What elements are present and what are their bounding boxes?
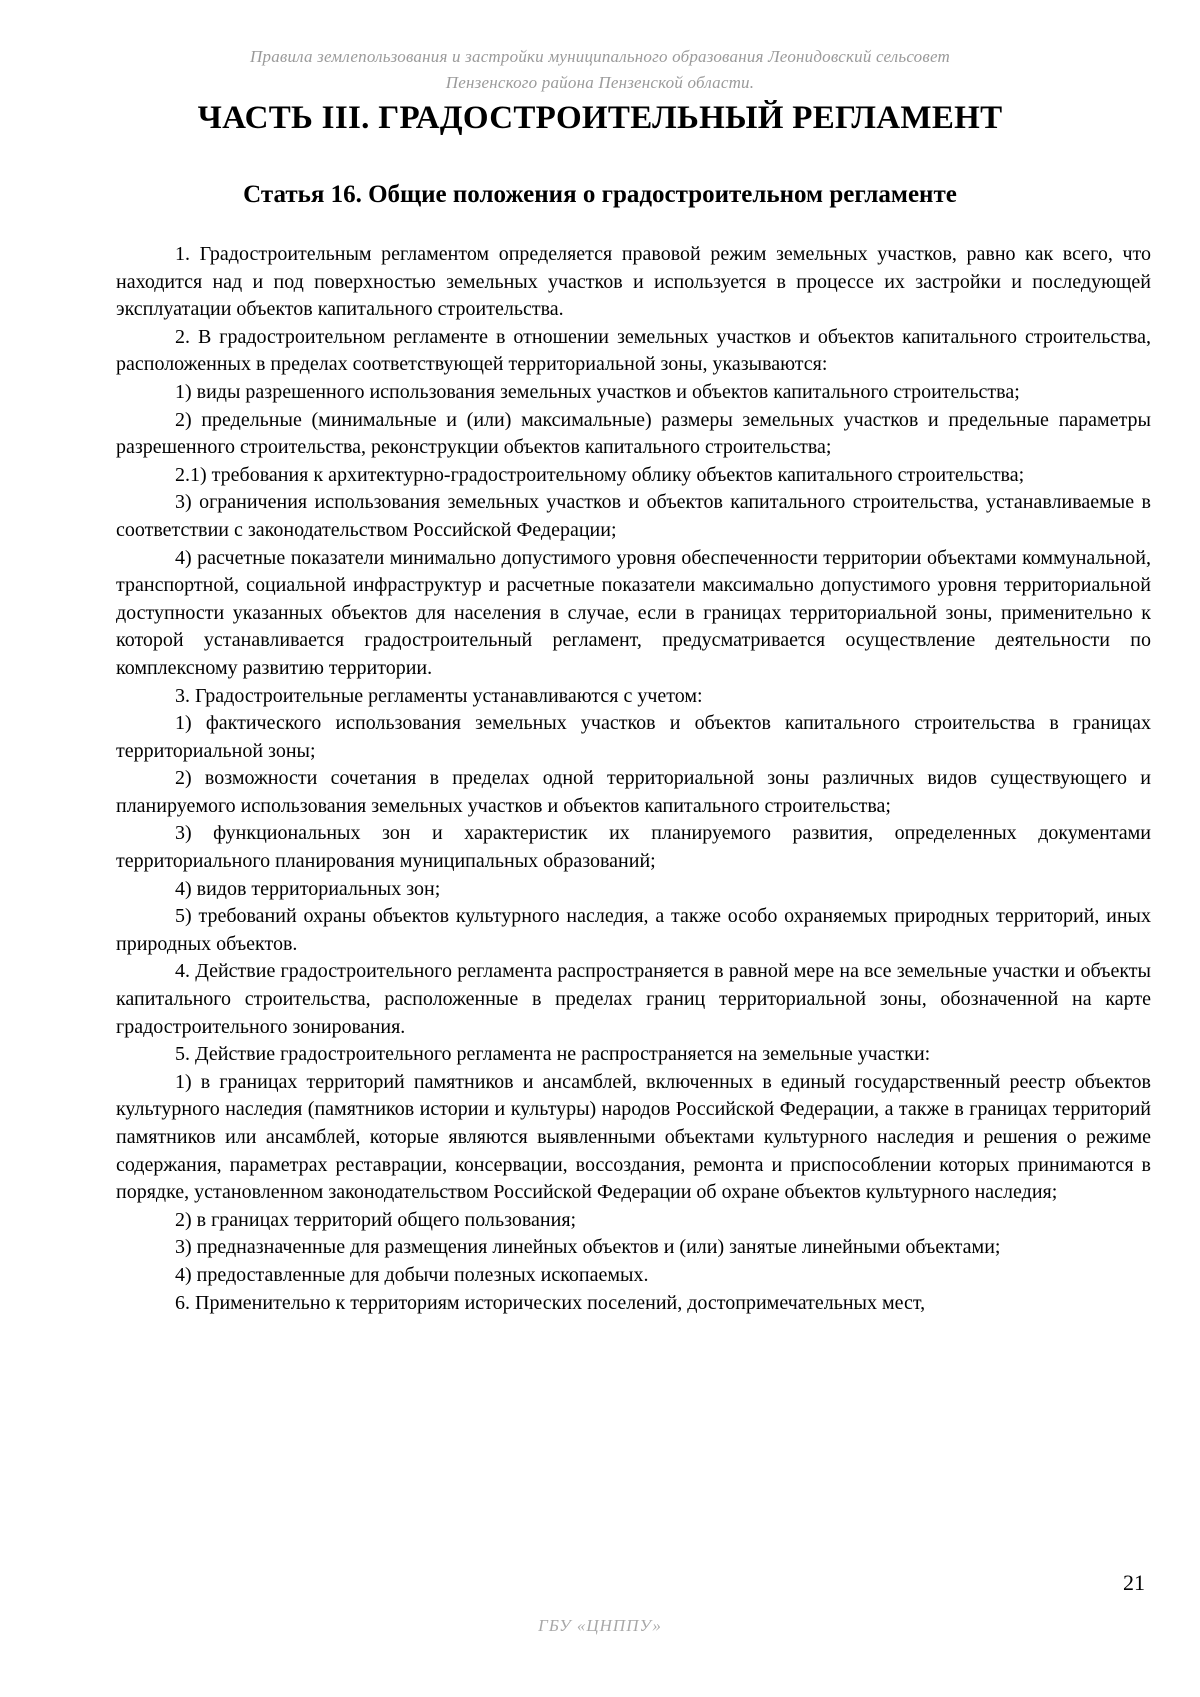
paragraph: 4. Действие градостроительного регламента распространяется в равной мере на все земельные участки и объекты капитального строительства, расположенные в пределах границ территориальной зоны, обозначенной на карте градостроительного зонирования. <box>116 960 1151 1038</box>
running-footer: ГБУ «ЦНППУ» <box>538 1616 662 1635</box>
page-number: 21 <box>1123 1570 1145 1595</box>
running-header-line-2: Пензенского района Пензенской области. <box>445 73 755 92</box>
paragraph: 2) в границах территорий общего пользования; <box>175 1208 577 1231</box>
paragraph: 5) требований охраны объектов культурного наследия, а также особо охраняемых природных территорий, иных природных объектов. <box>116 905 1151 955</box>
paragraph: 3) ограничения использования земельных участков и объектов капитального строительства, устанавливаемые в соответствии с законодательством Российской Федерации; <box>116 491 1151 541</box>
paragraph: 4) видов территориальных зон; <box>175 877 441 900</box>
paragraph: 4) предоставленные для добычи полезных ископаемых. <box>175 1263 649 1286</box>
paragraph: 3) функциональных зон и характеристик их планируемого развития, определенных документами территориального планирования муниципальных образований; <box>116 822 1151 873</box>
running-header-line-1: Правила землепользования и застройки муниципального образования Леонидовский сельсовет <box>250 47 950 66</box>
paragraph: 3. Градостроительные регламенты устанавливаются с учетом: <box>175 684 703 707</box>
article-title: Статья 16. Общие положения о градостроительном регламенте <box>243 181 957 208</box>
paragraph: 1) в границах территорий памятников и ансамблей, включенных в единый государственный реестр объектов культурного наследия (памятников истории и культуры) народов Российской Федерации, а также в границах территорий памятников или ансамблей, которые являются выявленными объектами культурного наследия и решения о режиме содержания, параметрах реставрации, консервации, воссоздания, ремонта и приспособлении которых принимаются в порядке, установленном законодательством Российской Федерации об охране объектов культурного наследия; <box>116 1070 1151 1204</box>
paragraph: 1) фактического использования земельных участков и объектов капитального строительства в границах территориальной зоны; <box>116 712 1151 762</box>
part-title: ЧАСТЬ III. ГРАДОСТРОИТЕЛЬНЫЙ РЕГЛАМЕНТ <box>197 100 1003 136</box>
article-body <box>116 241 1151 1317</box>
running-header <box>150 44 1050 96</box>
paragraph: 5. Действие градостроительного регламента не распространяется на земельные участки: <box>175 1043 931 1066</box>
paragraph: 3) предназначенные для размещения линейных объектов и (или) занятые линейными объектами; <box>175 1236 1001 1259</box>
paragraph: 2. В градостроительном регламенте в отношении земельных участков и объектов капитального строительства, расположенных в пределах соответствующей территориальной зоны, указываются: <box>116 325 1151 376</box>
paragraph: 2) предельные (минимальные и (или) максимальные) размеры земельных участков и предельные параметры разрешенного строительства, реконструкции объектов капитального строительства; <box>116 408 1151 459</box>
paragraph: 4) расчетные показатели минимально допустимого уровня обеспеченности территории объектами коммунальной, транспортной, социальной инфраструктур и расчетные показатели максимально допустимого уровня территориальной доступности указанных объектов для населения в случае, если в границах территориальной зоны, применительно к которой устанавливается градостроительный регламент, предусматривается осуществление деятельности по комплексному развитию территории. <box>116 546 1151 679</box>
paragraph: 6. Применительно к территориям исторических поселений, достопримечательных мест, <box>175 1291 926 1314</box>
paragraph: 2) возможности сочетания в пределах одной территориальной зоны различных видов существующего и планируемого использования земельных участков и объектов капитального строительства; <box>116 767 1151 817</box>
paragraph: 1) виды разрешенного использования земельных участков и объектов капитального строительства; <box>175 380 1020 403</box>
paragraph: 1. Градостроительным регламентом определяется правовой режим земельных участков, равно как всего, что находится над и под поверхностью земельных участков и используется в процессе их застройки и последующей эксплуатации объектов капитального строительства. <box>116 243 1151 321</box>
paragraph: 2.1) требования к архитектурно-градостроительному облику объектов капитального строительства; <box>175 463 1025 486</box>
